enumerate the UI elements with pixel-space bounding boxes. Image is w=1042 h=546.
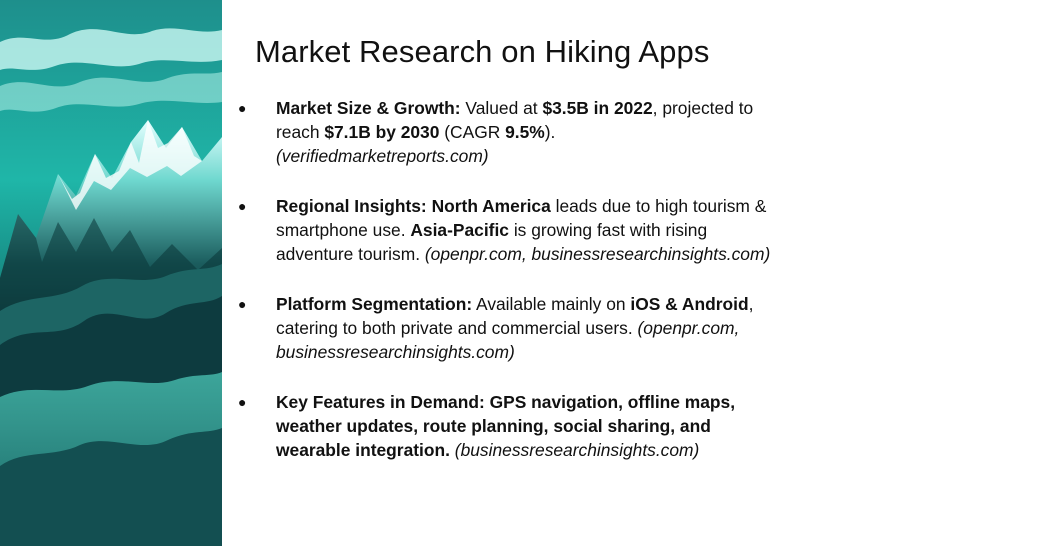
bullet-text: , catering to both private and commercial users. [276, 294, 754, 338]
bullet-text: Available mainly on [472, 294, 631, 314]
bullet-label: Market Size & Growth: [276, 98, 461, 118]
platform-segmentation-list-item [234, 292, 774, 364]
key-features-list-item [234, 390, 774, 462]
bullet-icon: ● [238, 198, 247, 214]
source-citation: (openpr.com, businessresearchinsights.com) [424, 244, 771, 264]
bullet-text: (CAGR [439, 122, 506, 142]
market-value-2022: $3.5B in 2022 [542, 98, 653, 118]
region-north-america: North America [431, 196, 551, 216]
feature-list-text: GPS navigation, offline maps, weather updates, route planning, social sharing, and wearable integration. [276, 392, 736, 460]
bullet-label: Platform Segmentation: [276, 294, 473, 314]
bullet-text: ). [544, 122, 556, 142]
source-citation: (businessresearchinsights.com) [454, 440, 700, 460]
regional-insights-list-item [234, 194, 774, 266]
mountain-image-panel [0, 0, 222, 546]
bullet-text: is growing fast with rising adventure tourism. [276, 220, 708, 264]
bullet-text: Valued at [460, 98, 543, 118]
bullet-label: Regional Insights: [276, 196, 427, 216]
bullet-icon: ● [238, 100, 247, 116]
bullet-text: , projected to reach [276, 98, 754, 142]
market-research-bullet-list [234, 96, 774, 462]
page-title: Market Research on Hiking Apps [255, 34, 710, 69]
platforms-text: iOS & Android [630, 294, 749, 314]
source-citation: (openpr.com, businessresearchinsights.com) [276, 318, 740, 362]
cagr-value: 9.5% [505, 122, 545, 142]
mountain-photo-image [0, 0, 222, 546]
bullet-icon: ● [238, 296, 247, 312]
market-size-growth-list-item [234, 96, 774, 168]
bullet-icon: ● [238, 394, 247, 410]
bullet-label: Key Features in Demand: [276, 392, 485, 412]
source-citation: (verifiedmarketreports.com) [276, 146, 489, 166]
bullet-text: leads due to high tourism & smartphone use. [276, 196, 767, 240]
market-value-2030: $7.1B by 2030 [324, 122, 440, 142]
region-asia-pacific: Asia-Pacific [410, 220, 509, 240]
